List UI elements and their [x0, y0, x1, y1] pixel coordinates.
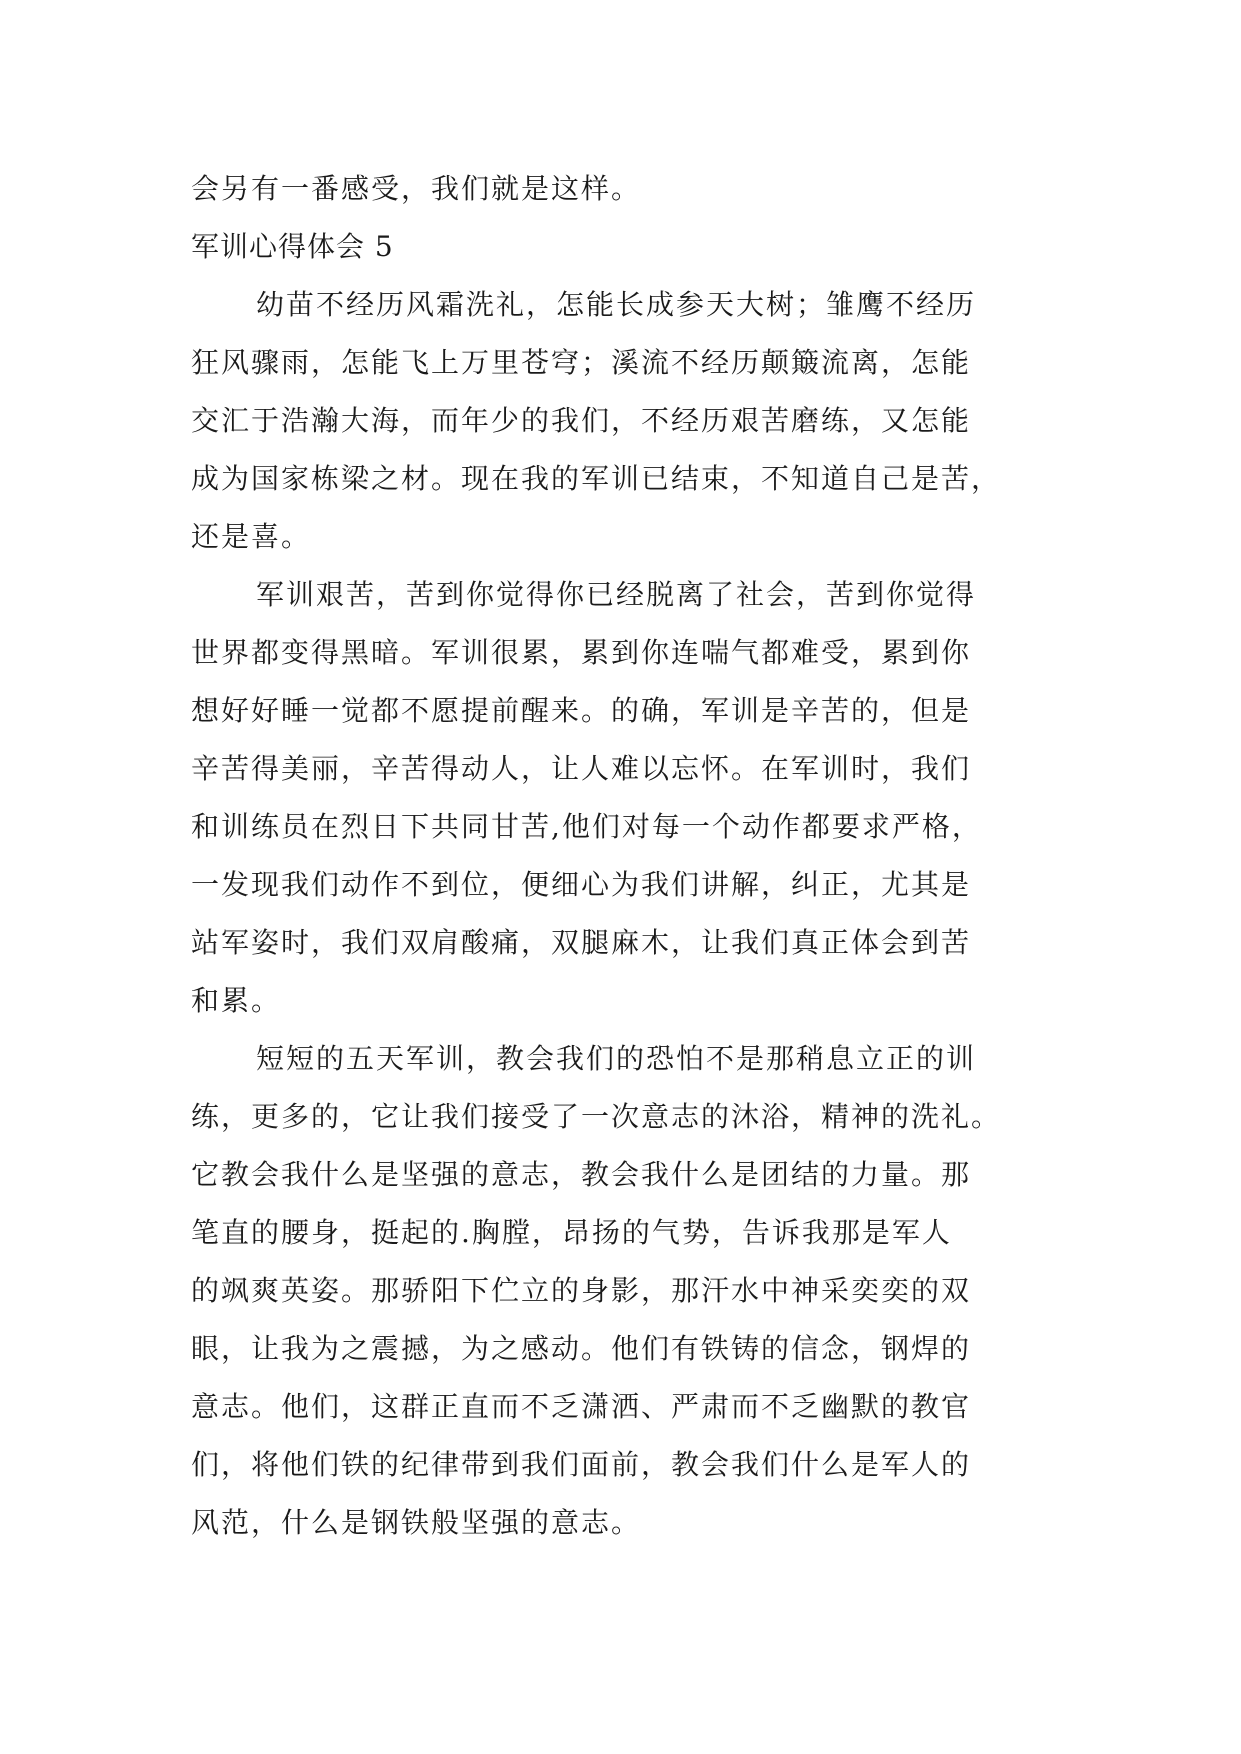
paragraph-line: 交汇于浩瀚大海，而年少的我们，不经历艰苦磨练，又怎能: [191, 404, 972, 437]
paragraph-line: 笔直的腰身，挺起的.胸膛，昂扬的气势，告诉我那是军人: [191, 1216, 952, 1249]
paragraph-line: 风范，什么是钢铁般坚强的意志。: [191, 1506, 642, 1539]
document-page: [191, 160, 1055, 1552]
paragraph-line: 幼苗不经历风霜洗礼，怎能长成参天大树；雏鹰不经历: [256, 288, 977, 321]
paragraph-line: 们，将他们铁的纪律带到我们面前，教会我们什么是军人的: [191, 1448, 972, 1481]
paragraph-line: 一发现我们动作不到位，便细心为我们讲解，纠正，尤其是: [191, 868, 972, 901]
paragraph-line: 想好好睡一觉都不愿提前醒来。的确，军训是辛苦的，但是: [191, 694, 972, 727]
paragraph: [191, 566, 1055, 1030]
paragraph-line: 短短的五天军训，教会我们的恐怕不是那稍息立正的训: [256, 1042, 977, 1075]
paragraph-line: 辛苦得美丽，辛苦得动人，让人难以忘怀。在军训时，我们: [191, 752, 972, 785]
intro-line: 会另有一番感受，我们就是这样。: [191, 172, 642, 205]
paragraph-line: 练，更多的，它让我们接受了一次意志的沐浴，精神的洗礼。: [191, 1100, 1002, 1133]
paragraph-line: 还是喜。: [191, 520, 312, 553]
paragraph-line: 它教会我什么是坚强的意志，教会我什么是团结的力量。那: [191, 1158, 972, 1191]
paragraph-line: 和训练员在烈日下共同甘苦,他们对每一个动作都要求严格，: [191, 810, 982, 843]
paragraph-line: 军训艰苦，苦到你觉得你已经脱离了社会，苦到你觉得: [256, 578, 977, 611]
section-title: 军训心得体会 5: [191, 230, 394, 263]
paragraph-line: 站军姿时，我们双肩酸痛，双腿麻木，让我们真正体会到苦: [191, 926, 972, 959]
paragraph: [191, 276, 1055, 566]
paragraph-line: 和累。: [191, 984, 282, 1017]
paragraph-line: 成为国家栋梁之材。现在我的军训已结束，不知道自己是苦，: [191, 462, 1002, 495]
paragraph: [191, 1030, 1055, 1552]
paragraph-line: 狂风骤雨，怎能飞上万里苍穹；溪流不经历颠簸流离，怎能: [191, 346, 972, 379]
paragraph-line: 眼，让我为之震撼，为之感动。他们有铁铸的信念，钢焊的: [191, 1332, 972, 1365]
paragraph-line: 意志。他们，这群正直而不乏潇洒、严肃而不乏幽默的教官: [191, 1390, 972, 1423]
paragraph-line: 的飒爽英姿。那骄阳下伫立的身影，那汗水中神采奕奕的双: [191, 1274, 972, 1307]
paragraph-line: 世界都变得黑暗。军训很累，累到你连喘气都难受，累到你: [191, 636, 972, 669]
